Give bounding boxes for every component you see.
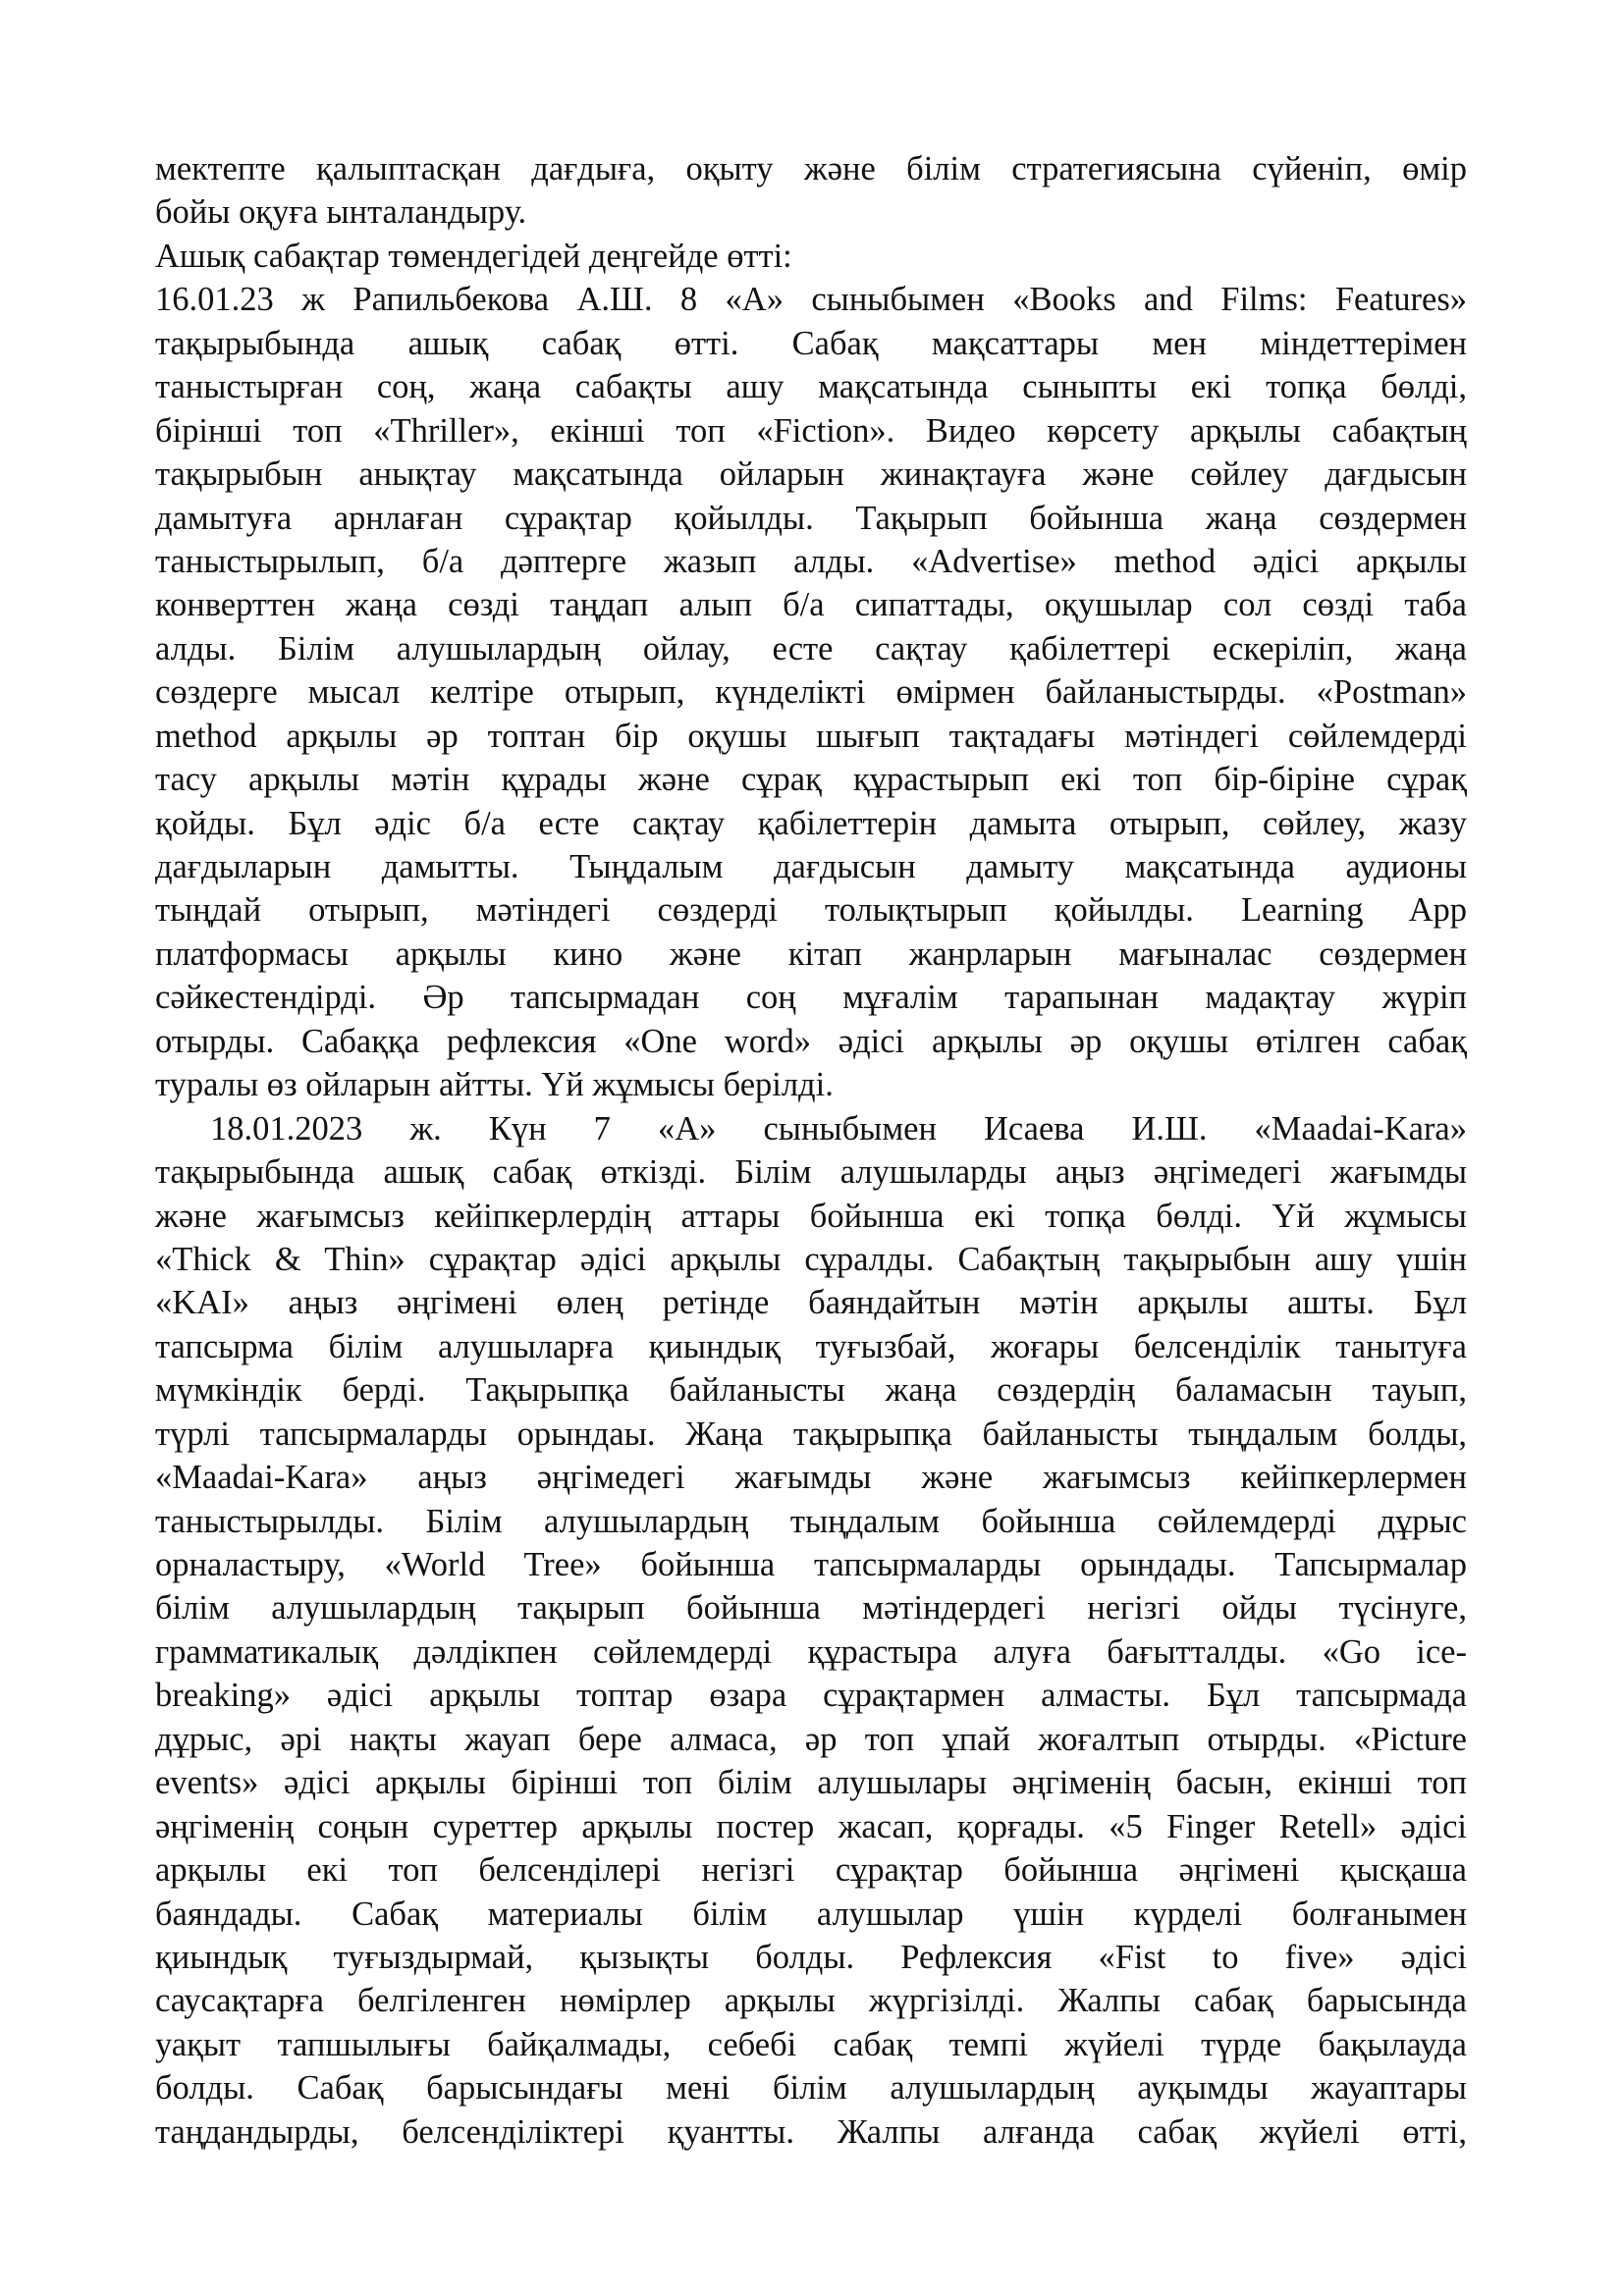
text-line: дұрыс, әрі нақты жауап бере алмаса, әр топ ұпай жоғалтып отырды. «Picture	[155, 1720, 1467, 1758]
text-line: болды. Сабақ барысындағы мені білім алушылардың ауқымды жауаптары	[155, 2069, 1467, 2108]
text-line: түрлі тапсырмаларды орындаы. Жаңа тақырыпқа байланысты тыңдалым болды,	[155, 1415, 1467, 1453]
text-line: мектепте қалыптасқан дағдыға, оқыту және білім стратегиясына сүйеніп, өмір	[155, 150, 1467, 187]
text-line: «Maadai-Kara» аңыз әңгімедегі жағымды және жағымсыз кейіпкерлермен	[155, 1459, 1467, 1497]
section-heading: Ашық сабақтар төмендегідей деңгейде өтті:	[155, 237, 792, 275]
text-line: грамматикалық дәлдікпен сөйлемдерді құрастыра алуға бағытталды. «Go ice-	[155, 1632, 1467, 1671]
text-line: таңдандырды, белсенділіктері қуантты. Жалпы алғанда сабақ жүйелі өтті,	[155, 2112, 1467, 2151]
paragraph-start-line: 18.01.2023 ж. Күн 7 «А» сыныбымен Исаева И.Ш. «Maadai-Kara»	[210, 1109, 1467, 1148]
text-line: таныстырылды. Білім алушылардың тыңдалым бойынша сөйлемдерді дұрыс	[155, 1502, 1467, 1540]
text-line: білім алушылардың тақырып бойынша мәтіндердегі негізгі ойды түсінуге,	[155, 1589, 1467, 1628]
text-line: тыңдай отырып, мәтіндегі сөздерді толықтырып қойылды. Learning App	[155, 891, 1467, 930]
text-line: орналастыру, «World Tree» бойынша тапсырмаларды орындады. Тапсырмалар	[155, 1546, 1467, 1583]
text-line: events» әдісі арқылы бірінші топ білім алушылары әңгіменің басын, екінші топ	[155, 1764, 1467, 1802]
text-line: қиындық туғыздырмай, қызықты болды. Рефлексия «Fist to five» әдісі	[155, 1938, 1467, 1976]
text-line: бірінші топ «Thriller», екінші топ «Fiction». Видео көрсету арқылы сабақтың	[155, 411, 1467, 450]
text-line: туралы өз ойларын айтты. Үй жұмысы берілді.	[155, 1066, 834, 1104]
text-line: платформасы арқылы кино және кітап жанрларын мағыналас сөздермен	[155, 934, 1467, 973]
text-line: таныстырған соң, жаңа сабақты ашу мақсатында сыныпты екі топқа бөлді,	[155, 368, 1467, 406]
text-line: сөздерге мысал келтіре отырып, күнделікті өмірмен байланыстырды. «Postman»	[155, 673, 1467, 712]
text-line: конверттен жаңа сөзді таңдап алып б/а сипаттады, оқушылар сол сөзді таба	[155, 586, 1467, 624]
text-line: алды. Білім алушылардың ойлау, есте сақтау қабілеттері ескеріліп, жаңа	[155, 629, 1467, 667]
text-line: тақырыбында ашық сабақ өтті. Сабақ мақсаттары мен міндеттерімен	[155, 324, 1467, 362]
document-page	[155, 147, 1467, 2154]
text-line: әңгіменің соңын суреттер арқылы постер жасап, қорғады. «5 Finger Retell» әдісі	[155, 1807, 1467, 1845]
text-line: сәйкестендірді. Әр тапсырмадан соң мұғалім тарапынан мадақтау жүріп	[155, 979, 1467, 1017]
text-line: қойды. Бұл әдіс б/а есте сақтау қабілеттерін дамыта отырып, сөйлеу, жазу	[155, 804, 1467, 842]
text-line: тақырыбын анықтау мақсатында ойларын жинақтауға және сөйлеу дағдысын	[155, 455, 1467, 494]
text-line: дамытуға арнлаған сұрақтар қойылды. Тақырып бойынша жаңа сөздермен	[155, 499, 1467, 537]
text-line: баяндады. Сабақ материалы білім алушылар үшін күрделі болғанымен	[155, 1895, 1467, 1933]
text-line: тақырыбында ашық сабақ өткізді. Білім алушыларды аңыз әңгімедегі жағымды	[155, 1153, 1467, 1192]
text-line: «KAI» аңыз әңгімені өлең ретінде баяндайтын мәтін арқылы ашты. Бұл	[155, 1284, 1467, 1322]
text-line: және жағымсыз кейіпкерлердің аттары бойынша екі топқа бөлді. Үй жұмысы	[155, 1197, 1467, 1235]
text-line: мүмкіндік берді. Тақырыпқа байланысты жаңа сөздердің баламасын тауып,	[155, 1371, 1467, 1410]
text-line: «Thick & Thin» сұрақтар әдісі арқылы сұралды. Сабақтың тақырыбын ашу үшін	[155, 1240, 1467, 1278]
text-line: бойы оқуға ынталандыру.	[155, 193, 527, 232]
text-line: таныстырылып, б/а дәптерге жазып алды. «Advertise» method әдісі арқылы	[155, 542, 1467, 580]
text-line: отырды. Сабаққа рефлексия «One word» әдісі арқылы әр оқушы өтілген сабақ	[155, 1022, 1467, 1060]
text-line: тапсырма білім алушыларға қиындық туғызбай, жоғары белсенділік танытуға	[155, 1327, 1467, 1365]
text-line: саусақтарға белгіленген нөмірлер арқылы жүргізілді. Жалпы сабақ барысында	[155, 1982, 1467, 2020]
text-line: тасу арқылы мәтін құрады және сұрақ құрастырып екі топ бір-біріне сұрақ	[155, 761, 1467, 799]
text-line: 16.01.23 ж Рапильбекова А.Ш. 8 «А» сыныбымен «Books and Films: Features»	[155, 281, 1467, 319]
text-line: уақыт тапшылығы байқалмады, себебі сабақ темпі жүйелі түрде бақылауда	[155, 2025, 1467, 2063]
text-line: breaking» әдісі арқылы топтар өзара сұрақтармен алмасты. Бұл тапсырмада	[155, 1677, 1467, 1715]
text-line: дағдыларын дамытты. Тыңдалым дағдысын дамыту мақсатында аудионы	[155, 848, 1467, 885]
text-line: арқылы екі топ белсенділері негізгі сұрақтар бойынша әңгімені қысқаша	[155, 1851, 1467, 1890]
text-line: method арқылы әр топтан бір оқушы шығып тақтадағы мәтіндегі сөйлемдерді	[155, 717, 1467, 755]
